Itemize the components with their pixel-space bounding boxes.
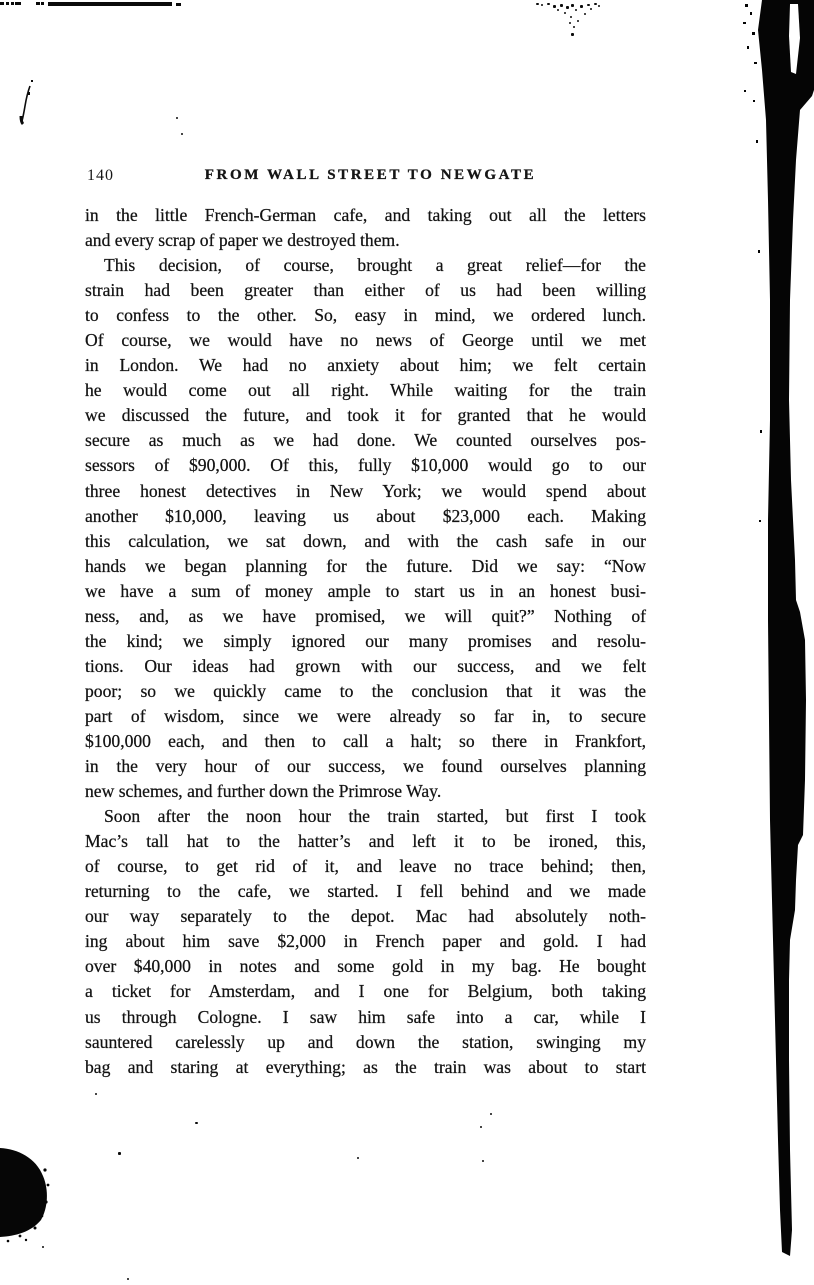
text-line: tions. Our ideas had grown with our success, and we felt: [85, 655, 646, 676]
paragraph: [85, 804, 646, 1080]
text-line: part of wisdom, since we were already so far in, to secure: [85, 705, 646, 726]
ink-speck: [536, 3, 539, 5]
text-line: in the little French-German cafe, and taking out all the letters: [85, 205, 646, 225]
ink-speck: [584, 13, 586, 15]
paragraph: [85, 253, 646, 804]
text-line: and every scrap of paper we destroyed them.: [85, 230, 400, 251]
text-line: This decision, of course, brought a great relief—for the: [104, 255, 646, 276]
text-line: in the very hour of our success, we found ourselves planning: [85, 756, 646, 777]
paragraph: [85, 203, 646, 253]
text-line: the kind; we simply ignored our many promises and resolu-: [85, 630, 646, 651]
text-line: sessors of $90,000. Of this, fully $10,000 would go to our: [85, 455, 646, 476]
ink-speck: [594, 3, 597, 5]
ink-speck: [580, 5, 583, 8]
page-number: 140: [87, 167, 114, 184]
scan-artifact-binding-band: [740, 0, 814, 1285]
ink-speck: [571, 4, 574, 7]
ink-speck: [181, 133, 183, 135]
text-line: a ticket for Amsterdam, and I one for Belgium, both taking: [85, 981, 646, 1002]
text-line: secure as much as we had done. We counted ourselves pos-: [85, 430, 646, 451]
ink-speck: [573, 26, 575, 28]
ink-speck: [587, 4, 590, 6]
text-line: ness, and, as we have promised, we will quit?” Nothing of: [85, 605, 646, 626]
text-line: $100,000 each, and then to call a halt; so there in Frankfort,: [85, 730, 646, 751]
text-line: us through Cologne. I saw him safe into a car, while I: [85, 1006, 646, 1027]
text-line: our way separately to the depot. Mac had absolutely noth-: [85, 906, 646, 927]
ink-speck: [566, 6, 569, 9]
ink-speck: [42, 1246, 44, 1248]
ink-speck: [490, 1113, 492, 1115]
text-line: in London. We had no anxiety about him; we felt certain: [85, 355, 646, 376]
text-line: over $40,000 in notes and some gold in my bag. He bought: [85, 956, 646, 977]
text-line: ing about him save $2,000 in French paper and gold. I had: [85, 931, 646, 952]
ink-speck: [571, 33, 574, 36]
ink-speck: [570, 16, 572, 18]
text-line: sauntered carelessly up and down the station, swinging my: [85, 1031, 646, 1052]
text-line: strain had been greater than either of us had been willing: [85, 280, 646, 301]
running-title: FROM WALL STREET TO NEWGATE: [204, 167, 537, 183]
ink-speck: [127, 1278, 129, 1280]
ink-speck: [575, 9, 577, 11]
text-line: hands we began planning for the future. Did we say: “Now: [85, 555, 646, 576]
ink-speck: [547, 3, 550, 5]
ink-speck: [569, 22, 571, 24]
text-line: we discussed the future, and took it for granted that he would: [85, 405, 646, 426]
ink-speck: [195, 1122, 198, 1124]
text-line: Of course, we would have no news of George until we met: [85, 330, 646, 351]
text-line: another $10,000, leaving us about $23,000 each. Making: [85, 505, 646, 526]
ink-speck: [541, 4, 543, 6]
page-body: [85, 203, 646, 1080]
text-line: of course, to get rid of it, and leave no trace behind; then,: [85, 856, 646, 877]
ink-speck: [564, 12, 566, 14]
text-line: we have a sum of money ample to start us in an honest busi-: [85, 580, 646, 601]
ink-speck: [176, 117, 178, 119]
text-line: this calculation, we sat down, and with the cash safe in our: [85, 530, 646, 551]
text-line: to confess to the other. So, easy in mind, we ordered lunch.: [85, 305, 646, 326]
ink-speck: [598, 5, 600, 7]
text-line: Soon after the noon hour the train started, but first I took: [104, 806, 646, 827]
text-line: he would come out all right. While waiting for the train: [85, 380, 646, 401]
text-line: returning to the cafe, we started. I fell behind and we made: [85, 881, 646, 902]
text-line: poor; so we quickly came to the conclusion that it was the: [85, 680, 646, 701]
ink-speck: [553, 5, 556, 8]
ink-speck: [357, 1157, 359, 1159]
ink-speck: [590, 8, 592, 10]
ink-speck: [557, 9, 559, 11]
ink-speck: [118, 1152, 121, 1155]
stray-mark: [14, 80, 42, 130]
text-line: new schemes, and further down the Primrose Way.: [85, 781, 442, 802]
ink-speck: [480, 1126, 482, 1128]
text-line: three honest detectives in New York; we would spend about: [85, 480, 646, 501]
text-line: bag and staring at everything; as the train was about to start: [85, 1056, 646, 1077]
text-line: Mac’s tall hat to the hatter’s and left it to be ironed, this,: [85, 831, 646, 852]
ink-speck: [577, 20, 579, 22]
page-header: [85, 167, 646, 189]
ink-speck: [482, 1160, 484, 1162]
scan-artifact-ink-blob: [0, 1140, 70, 1250]
ink-speck: [95, 1093, 97, 1095]
ink-speck: [560, 4, 563, 7]
